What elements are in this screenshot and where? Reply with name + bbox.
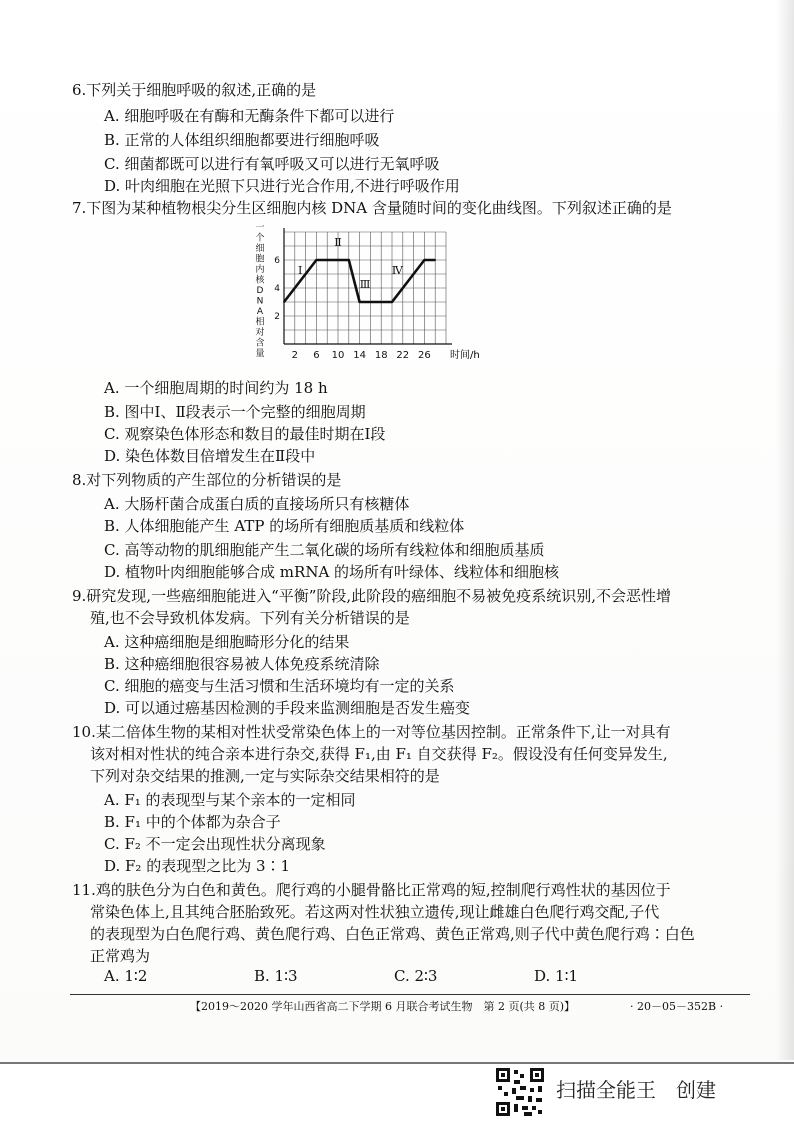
question-11-options	[104, 966, 704, 986]
y-axis-label-char: A	[256, 307, 264, 317]
segment-label: Ⅰ	[298, 264, 303, 277]
y-axis-label-char: 量	[255, 349, 265, 359]
question-6-stem: 6.下列关于细胞呼吸的叙述,正确的是	[72, 81, 317, 99]
y-tick-label: 6	[274, 256, 280, 266]
y-axis-label-char: 细	[255, 244, 265, 254]
question-10-option-c: C. F₂ 不一定会出现性状分离现象	[104, 835, 326, 853]
x-tick-labels	[292, 350, 431, 361]
question-9-stem-line-2: 殖,也不会导致机体发病。下列有关分析错误的是	[90, 609, 410, 627]
question-7-stem: 7.下图为某种植物根尖分生区细胞内核 DNA 含量随时间的变化曲线图。下列叙述正确的是	[72, 199, 672, 217]
y-axis-label-char: 个	[255, 233, 265, 244]
data-point	[326, 259, 328, 261]
question-6-option-d: D. 叶肉细胞在光照下只进行光合作用,不进行呼吸作用	[104, 177, 460, 195]
page-footer: 【2019～2020 学年山西省高二下学期 6 月联合考试生物 第 2 页(共 8 页)】	[190, 1000, 576, 1013]
x-tick-label: 14	[353, 350, 366, 361]
data-point	[359, 301, 361, 303]
y-axis-label-char: 一	[255, 224, 265, 233]
paper-code: · 20－05－352B ·	[630, 1000, 724, 1013]
question-8-stem: 8.对下列物质的产生部位的分析错误的是	[72, 471, 342, 489]
question-9-option-a: A. 这种癌细胞是细胞畸形分化的结果	[104, 633, 350, 651]
y-axis-label-char: D	[256, 286, 264, 296]
data-point	[348, 259, 350, 261]
question-8-option-b: B. 人体细胞能产生 ATP 的场所有细胞质基质和线粒体	[104, 517, 465, 535]
question-11-stem-line-2: 常染色体上,且其纯合胚胎致死。若这两对性状独立遗传,现让雌雄白色爬行鸡交配,子代	[90, 903, 660, 921]
segment-label: Ⅲ	[359, 278, 371, 291]
page-edge-shadow	[776, 0, 794, 1060]
question-7-option-b: B. 图中Ⅰ、Ⅱ段表示一个完整的细胞周期	[104, 403, 366, 421]
x-tick-label: 26	[418, 350, 431, 361]
question-6-option-b: B. 正常的人体组织细胞都要进行细胞呼吸	[104, 131, 380, 149]
y-axis-label-char: 相	[255, 317, 265, 328]
segment-label: Ⅱ	[334, 236, 342, 249]
y-axis-label-char: N	[256, 296, 264, 307]
question-11-option-a: A. 1∶2	[104, 967, 148, 985]
question-9-option-b: B. 这种癌细胞很容易被人体免疫系统清除	[104, 655, 380, 673]
y-tick-label: 2	[274, 312, 280, 322]
question-7-option-d: D. 染色体数目倍增发生在Ⅱ段中	[104, 447, 316, 465]
question-11-stem-line-4: 正常鸡为	[90, 947, 151, 965]
y-axis-label-char: 核	[255, 275, 265, 286]
question-7-option-a: A. 一个细胞周期的时间约为 18 h	[104, 379, 328, 397]
y-axis-label-char: 内	[255, 265, 265, 275]
data-point	[283, 301, 285, 303]
data-point	[370, 301, 372, 303]
x-tick-label: 10	[331, 350, 345, 361]
question-9-stem-line-1: 9.研究发现,一些癌细胞能进入“平衡”阶段,此阶段的癌细胞不易被免疫系统识别,不会恶性增	[72, 587, 671, 605]
question-8-option-c: C. 高等动物的肌细胞能产生二氧化碳的场所有线粒体和细胞质基质	[104, 541, 545, 559]
segment-label: Ⅳ	[391, 264, 403, 277]
question-6-option-a: A. 细胞呼吸在有酶和无酶条件下都可以进行	[104, 107, 395, 125]
y-axis-label-char: 对	[255, 328, 265, 338]
question-11-stem-line-1: 11.鸡的肤色分为白色和黄色。爬行鸡的小腿骨骼比正常鸡的短,控制爬行鸡性状的基因位于	[72, 881, 671, 899]
y-axis-label-char: 含	[255, 338, 265, 349]
x-tick-label: 6	[313, 350, 320, 361]
data-point	[434, 259, 436, 261]
footer-rule	[70, 994, 750, 995]
question-10-stem-line-2: 该对相对性状的纯合亲本进行杂交,获得 F₁,由 F₁ 自交获得 F₂。假设没有任何变异发生,	[90, 745, 668, 763]
x-tick-label: 18	[374, 350, 388, 361]
question-10-option-a: A. F₁ 的表现型与某个亲本的一定相同	[104, 791, 356, 809]
y-tick-label: 4	[274, 284, 280, 294]
question-11-option-c: C. 2∶3	[394, 967, 438, 985]
x-tick-label: 2	[291, 350, 298, 361]
data-point	[424, 259, 426, 261]
question-8-option-d: D. 植物叶肉细胞能够合成 mRNA 的场所有叶绿体、线粒体和细胞核	[104, 563, 560, 581]
qr-code-icon	[494, 1066, 546, 1118]
question-10-stem-line-3: 下列对杂交结果的推测,一定与实际杂交结果相符的是	[90, 767, 440, 785]
question-9-option-d: D. 可以通过癌基因检测的手段来监测细胞是否发生癌变	[104, 699, 471, 717]
question-11-stem-line-3: 的表现型为白色爬行鸡、黄色爬行鸡、白色正常鸡、黄色正常鸡,则子代中黄色爬行鸡∶白色	[90, 925, 695, 943]
question-11-option-b: B. 1∶3	[254, 967, 298, 985]
y-axis-label	[255, 224, 265, 359]
x-axis-label: 时间/h	[450, 350, 480, 361]
data-point	[391, 301, 393, 303]
y-axis-label-char: 胞	[255, 254, 265, 265]
question-10-option-d: D. F₂ 的表现型之比为 3∶1	[104, 857, 291, 875]
question-10-option-b: B. F₁ 中的个体都为杂合子	[104, 813, 281, 831]
x-tick-label: 22	[396, 350, 410, 361]
chart-svg	[250, 224, 520, 370]
dna-content-chart	[250, 224, 520, 370]
scanner-watermark: 扫描全能王 创建	[556, 1078, 716, 1102]
y-tick-labels	[274, 256, 280, 322]
question-10-stem-line-1: 10.某二倍体生物的某相对性状受常染色体上的一对等位基因控制。正常条件下,让一对具有	[72, 723, 671, 741]
question-9-option-c: C. 细胞的癌变与生活习惯和生活环境均有一定的关系	[104, 677, 455, 695]
question-11-option-d: D. 1∶1	[534, 967, 579, 985]
question-8-option-a: A. 大肠杆菌合成蛋白质的直接场所只有核糖体	[104, 495, 410, 513]
question-7-option-c: C. 观察染色体形态和数目的最佳时期在Ⅰ段	[104, 425, 386, 443]
data-point	[316, 259, 318, 261]
question-6-option-c: C. 细菌都既可以进行有氧呼吸又可以进行无氧呼吸	[104, 155, 440, 173]
